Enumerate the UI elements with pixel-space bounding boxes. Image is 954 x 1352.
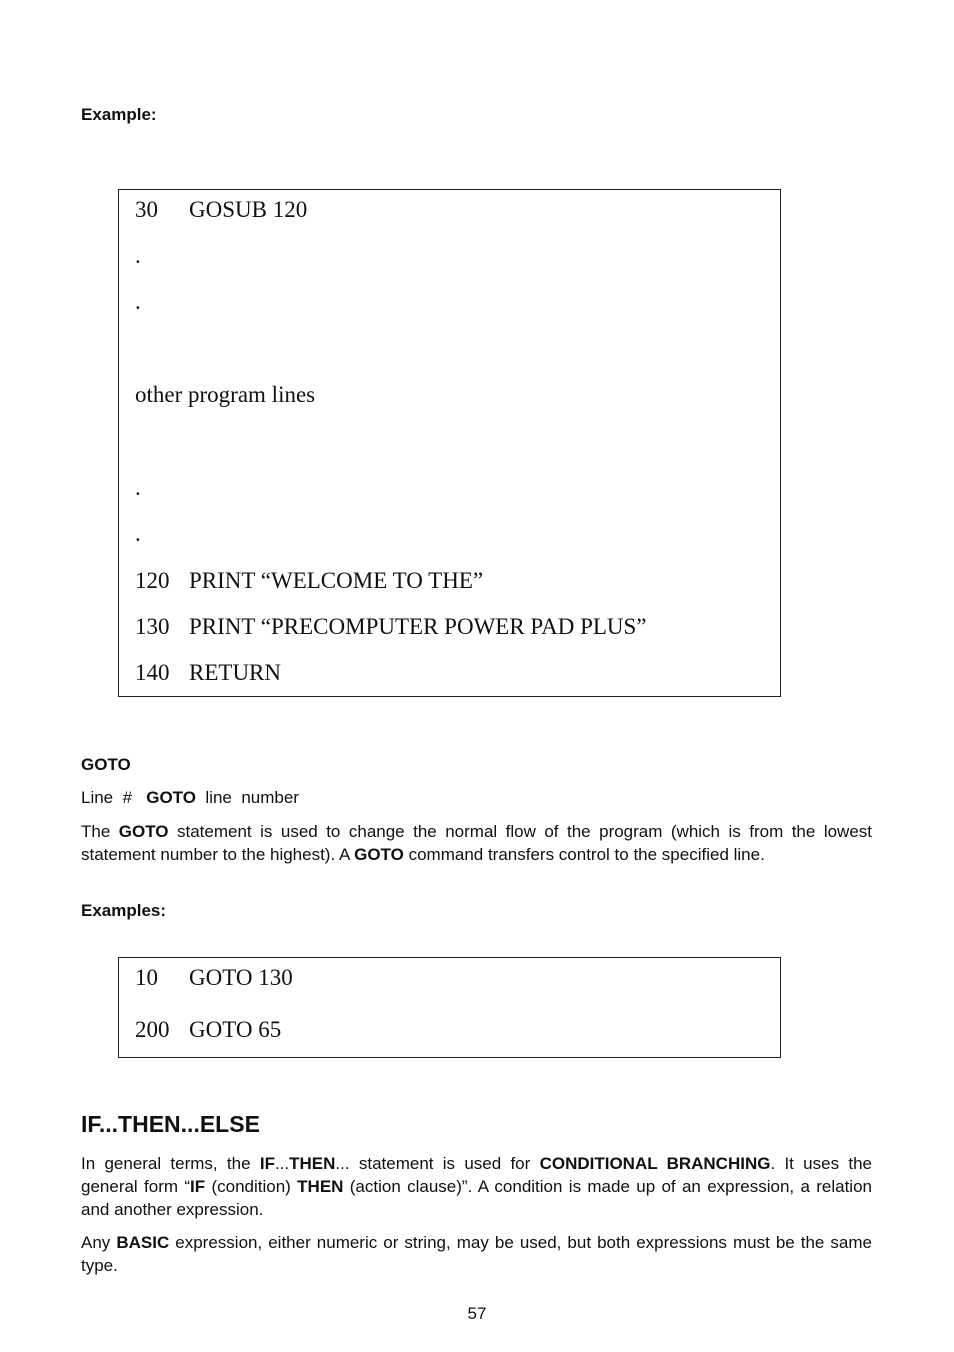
goto-syntax — [81, 788, 299, 808]
code-box-gosub — [118, 189, 781, 697]
goto-description: The GOTO statement is used to change the normal flow of the program (which is from the lowest statement number to the highest). A GOTO command transfers control to the specified line. — [81, 822, 872, 864]
code-text: GOTO 65 — [189, 1017, 282, 1042]
code-line — [135, 382, 315, 408]
code-line — [135, 243, 141, 269]
line-number: 10 — [135, 965, 158, 990]
code-line — [135, 197, 307, 223]
ifthen-heading: IF...THEN...ELSE — [81, 1111, 260, 1137]
code-line — [135, 1017, 281, 1043]
code-line — [135, 289, 141, 315]
line-number: 140 — [135, 660, 170, 685]
example-label: Example: — [81, 105, 157, 124]
page-number: 57 — [467, 1304, 487, 1323]
line-number: 120 — [135, 568, 170, 593]
code-line — [135, 568, 483, 594]
code-text: other program lines — [135, 382, 316, 407]
goto-heading: GOTO — [81, 755, 131, 774]
line-number: . — [135, 289, 141, 314]
code-text: GOSUB 120 — [189, 197, 308, 222]
line-number: 130 — [135, 614, 170, 639]
line-number: 30 — [135, 197, 158, 222]
line-number: . — [135, 475, 141, 500]
line-number: 200 — [135, 1017, 170, 1042]
syntax-suffix: line number — [205, 788, 299, 807]
code-text: PRINT “PRECOMPUTER POWER PAD PLUS” — [189, 614, 647, 639]
code-line — [135, 965, 293, 991]
syntax-prefix: Line # — [81, 788, 133, 807]
code-box-goto — [118, 957, 781, 1058]
code-text: GOTO 130 — [189, 965, 293, 990]
examples-label: Examples: — [81, 901, 167, 920]
line-number: . — [135, 243, 141, 268]
syntax-keyword: GOTO — [146, 788, 196, 807]
code-line — [135, 475, 141, 501]
code-line — [135, 660, 281, 686]
line-number: . — [135, 521, 141, 546]
code-line — [135, 614, 647, 640]
code-text: PRINT “WELCOME TO THE” — [189, 568, 484, 593]
ifthen-paragraph-1: In general terms, the IF...THEN... statement is used for CONDITIONAL BRANCHING. It uses the general form “IF (condition) THEN (action clause)”. A condition is made up of an expression, a relation and another expression. — [81, 1154, 872, 1219]
code-line — [135, 521, 141, 547]
ifthen-paragraph-2: Any BASIC expression, either numeric or string, may be used, but both expressions must be the same type. — [81, 1233, 872, 1275]
code-text: RETURN — [189, 660, 281, 685]
